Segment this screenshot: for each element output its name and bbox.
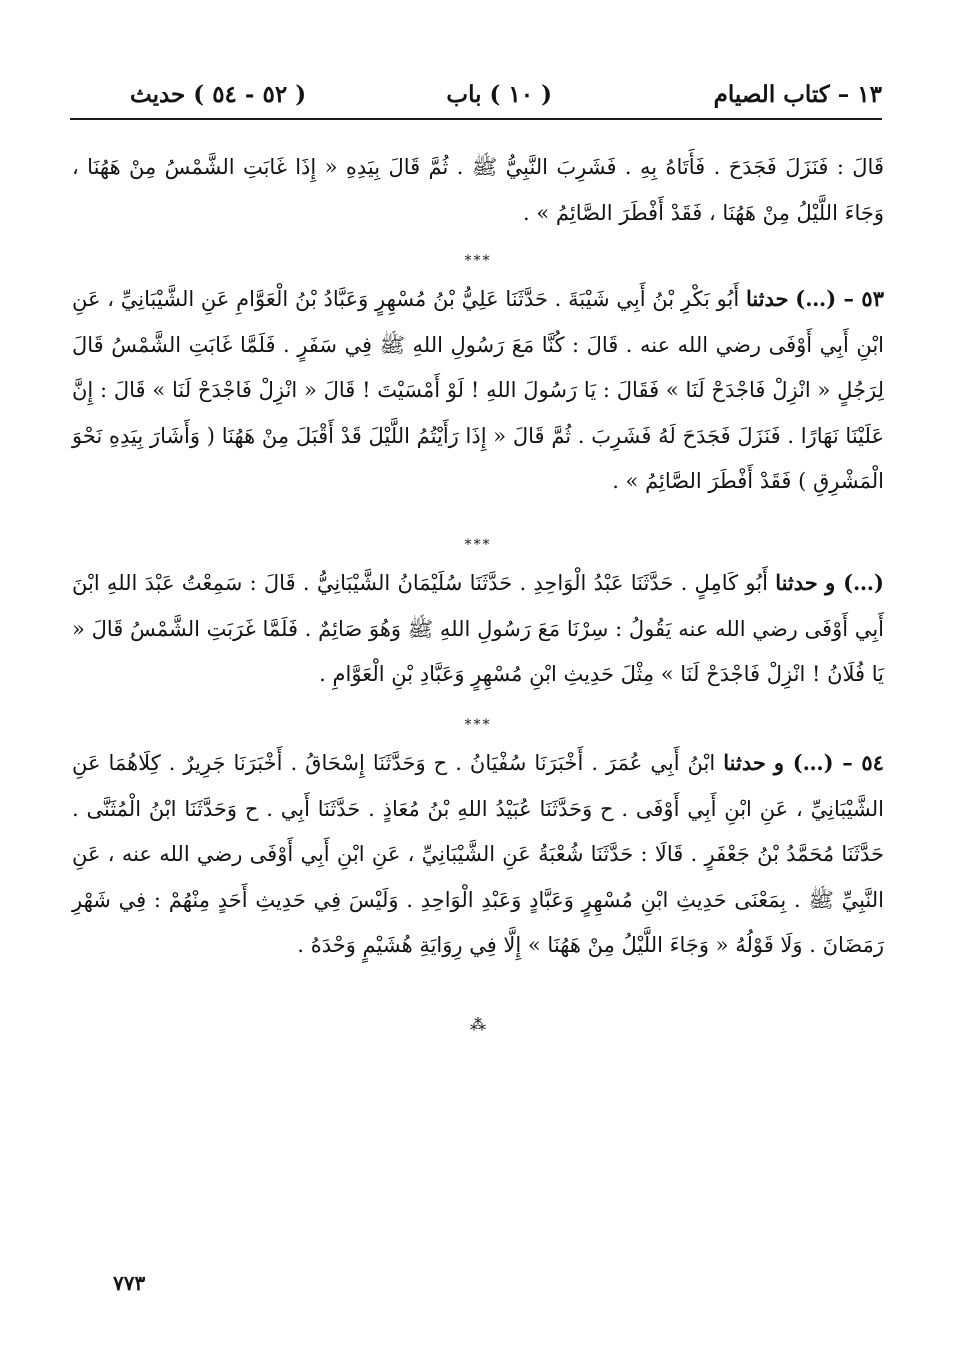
narration-marker: حدثنا xyxy=(775,570,818,595)
running-header xyxy=(70,78,882,118)
narration-marker: حدثنا xyxy=(745,286,789,311)
hadith-text: أَبُو كَامِلٍ . حَدَّثَنَا عَبْدُ الْوَاحِدِ . حَدَّثَنَا سُلَيْمَانُ الشَّيْبَانِيُّ . قَالَ : سَمِعْتُ عَبْدَ اللهِ ابْنَ أَبِي أَوْفَى رضي الله عنه يَقُولُ : سِرْنَا مَعَ رَسُولِ اللهِ ﷺ وَهُوَ صَائِمٌ . فَلَمَّا غَرَبَتِ الشَّمْسُ قَالَ « يَا فُلَانُ ! انْزِلْ فَاجْدَحْ لَنَا » مِثْلَ حَدِيثِ ابْنِ مُسْهِرٍ وَعَبَّادِ بْنِ الْعَوَّامِ . xyxy=(72,571,884,686)
hadith-53-variant xyxy=(72,560,884,698)
hadith-range: ( ٥٢ - ٥٤ ) حديث xyxy=(130,81,307,108)
hadith-number: (…) و xyxy=(825,570,884,595)
section-separator: *** xyxy=(464,253,492,269)
chapter-number: ( ١٠ ) باب xyxy=(446,81,552,108)
narration-marker: حدثنا xyxy=(723,750,766,775)
hadith-text: أَبُو بَكْرِ بْنُ أَبِي شَيْبَةَ . حَدَّثَنَا عَلِيُّ بْنُ مُسْهِرٍ وَعَبَّادُ بْنُ الْعَوَّامِ عَنِ الشَّيْبَانِيِّ ، عَنِ ابْنِ أَبِي أَوْفَى رضي الله عنه . قَالَ : كُنَّا مَعَ رَسُولِ اللهِ ﷺ فِي سَفَرٍ . فَلَمَّا غَابَتِ الشَّمْسُ قَالَ لِرَجُلٍ « انْزِلْ فَاجْدَحْ لَنَا » فَقَالَ : يَا رَسُولَ اللهِ ! لَوْ أَمْسَيْتَ ! قَالَ « انْزِلْ فَاجْدَحْ لَنَا » قَالَ : إِنَّ عَلَيْنَا نَهَارًا . فَنَزَلَ فَجَدَحَ لَهُ فَشَرِبَ . ثُمَّ قَالَ « إِذَا رَأَيْتُمُ اللَّيْلَ قَدْ أَقْبَلَ مِنْ هَهُنَا ( وَأَشَارَ بِيَدِهِ نَحْوَ الْمَشْرِقِ ) فَقَدْ أَفْطَرَ الصَّائِمُ » . xyxy=(72,287,884,493)
hadith-53 xyxy=(72,276,884,505)
paragraph-text: قَالَ : فَنَزَلَ فَجَدَحَ . فَأَتَاهُ بِهِ . فَشَرِبَ النَّبِيُّ ﷺ . ثُمَّ قَالَ بِيَدِهِ « إِذَا غَابَتِ الشَّمْسُ مِنْ هَهُنَا ، وَجَاءَ اللَّيْلُ مِنْ هَهُنَا ، فَقَدْ أَفْطَرَ الصَّائِمُ » . xyxy=(72,155,884,225)
section-separator: *** xyxy=(464,537,492,553)
hadith-text: ابْنُ أَبِي عُمَرَ . أَخْبَرَنَا سُفْيَانُ . ح وَحَدَّثَنَا إِسْحَاقُ . أَخْبَرَنَا جَرِيرٌ . كِلَاهُمَا عَنِ الشَّيْبَانِيِّ ، عَنِ ابْنِ أَبِي أَوْفَى . ح وَحَدَّثَنَا عُبَيْدُ اللهِ بْنُ مُعَاذٍ . حَدَّثَنَا أَبِي . ح وَحَدَّثَنَا ابْنُ الْمُثَنَّى . حَدَّثَنَا مُحَمَّدُ بْنُ جَعْفَرٍ . قَالَا : حَدَّثَنَا شُعْبَةُ عَنِ الشَّيْبَانِيِّ ، عَنِ ابْنِ أَبِي أَوْفَى رضي الله عنه ، عَنِ النَّبِيِّ ﷺ . بِمَعْنَى حَدِيثِ ابْنِ مُسْهِرٍ وَعَبَّادٍ وَعَبْدِ الْوَاحِدِ . وَلَيْسَ فِي حَدِيثِ أَحَدٍ مِنْهُمْ : فِي شَهْرِ رَمَضَانَ . وَلَا قَوْلُهُ « وَجَاءَ اللَّيْلُ مِنْ هَهُنَا » إِلَّا فِي رِوَايَةِ هُشَيْمٍ وَحْدَهُ . xyxy=(72,751,884,957)
hadith-number: ٥٤ – (…) و xyxy=(773,750,884,775)
book-title: ١٣ – كتاب الصيام xyxy=(713,81,882,108)
section-separator: *** xyxy=(464,717,492,733)
header-rule xyxy=(70,118,882,120)
hadith-number: ٥٣ – (…) xyxy=(795,286,884,311)
hadith-54 xyxy=(72,740,884,969)
end-of-chapter-mark: ⁂ xyxy=(470,1015,486,1034)
paragraph-continuation xyxy=(72,145,884,236)
page-number: ٧٧٣ xyxy=(113,1271,146,1295)
